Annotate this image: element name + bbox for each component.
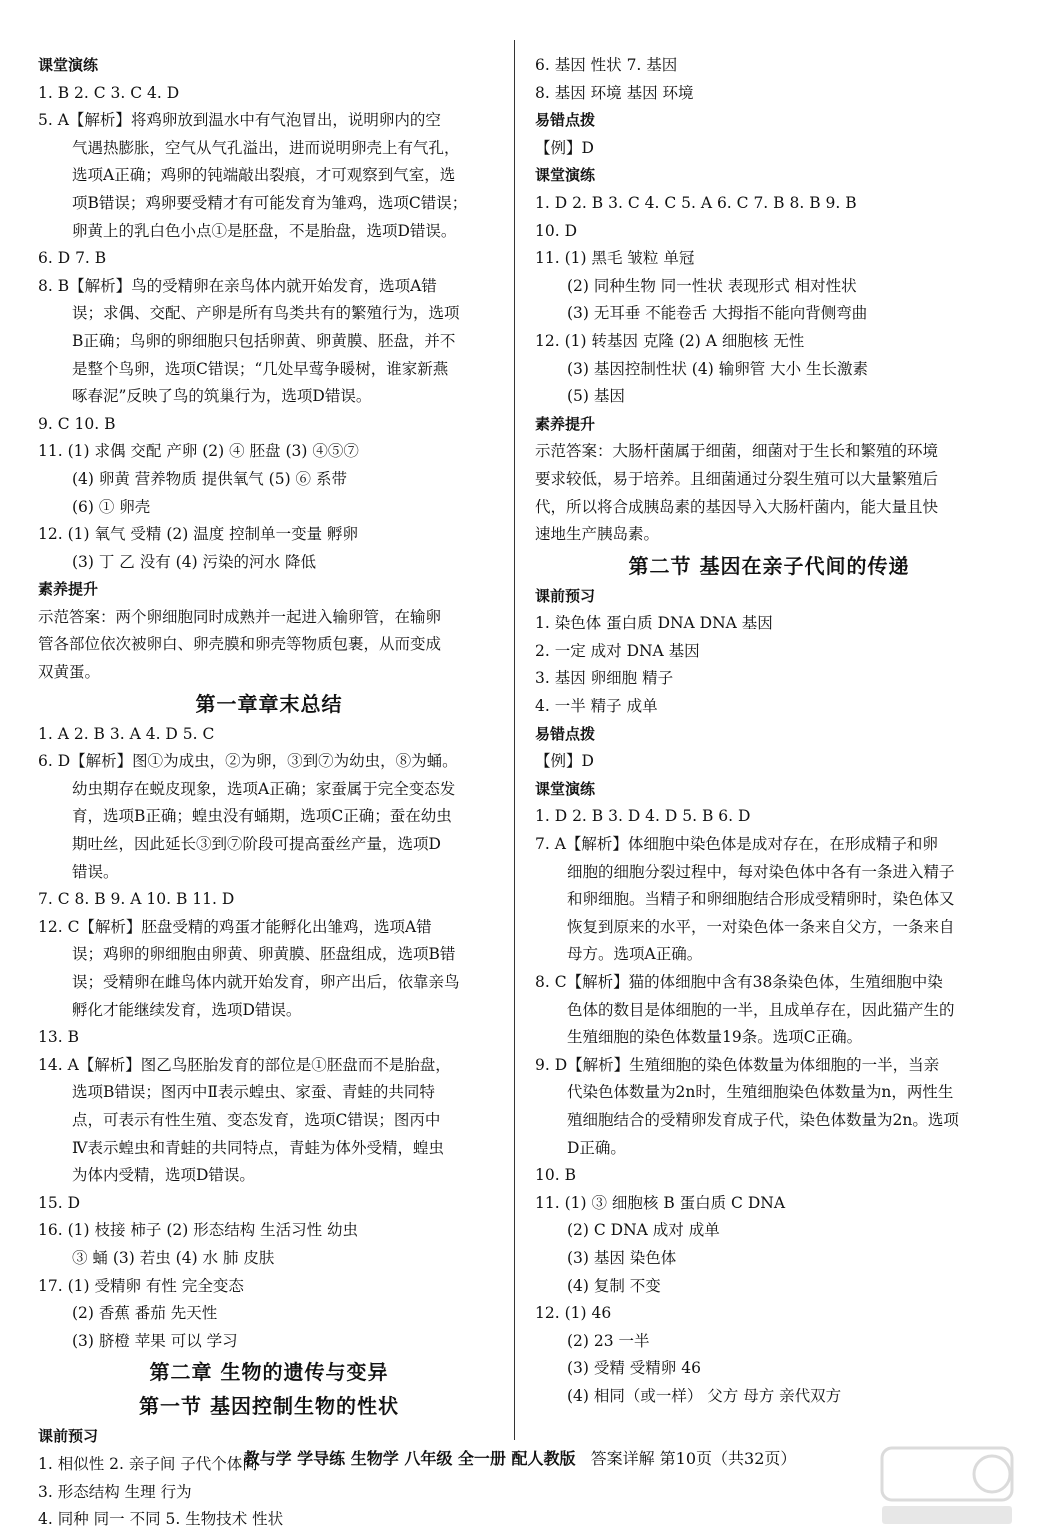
answer-line: 8. C【解析】猫的体细胞中含有38条染色体，生殖细胞中染: [535, 973, 943, 991]
answer-continuation: (3) 受精 受精卵 46: [567, 1359, 701, 1378]
answer-continuation: 项B错误；鸡卵要受精才有可能发育为雏鸡，选项C错误；: [72, 193, 468, 212]
answer-text: 示范答案：大肠杆菌属于细菌，细菌对于生长和繁殖的环境: [535, 442, 939, 461]
answer-continuation: 误；受精卵在雌鸟体内就开始发育，卵产出后，依靠亲鸟: [72, 973, 460, 991]
answer-text: 管各部位依次被卵白、卵壳膜和卵壳等物质包裹，从而变成: [38, 635, 442, 654]
answer-continuation: (4) 卵黄 营养物质 提供氧气 (5) ⑥ 系带: [72, 469, 347, 488]
answer-continuation: (6) ① 卵壳: [72, 497, 151, 516]
answer-continuation: 孵化才能继续发育，选项D错误。: [72, 1000, 302, 1019]
answer-line: 15. D: [38, 1193, 81, 1212]
answer-line: 6. D 7. B: [38, 249, 107, 268]
answer-text: 示范答案：两个卵细胞同时成熟并一起进入输卵管，在输卵: [38, 607, 442, 626]
answer-line: 1. D 2. B 3. D 4. D 5. B 6. D: [535, 807, 751, 826]
answer-continuation: 选项A正确；鸡卵的钝端敲出裂痕，才可观察到气室，选: [72, 166, 456, 185]
answer-line: 12. (1) 46: [535, 1304, 612, 1323]
answer-continuation: (3) 丁 乙 没有 (4) 污染的河水 降低: [72, 552, 316, 571]
section-heading: 素养提升: [535, 414, 596, 433]
answer-line: 4. 一半 精子 成单: [535, 697, 658, 716]
answer-text: 速地生产胰岛素。: [535, 525, 660, 544]
answer-line: 1. 染色体 蛋白质 DNA DNA 基因: [535, 614, 773, 633]
chapter-title: 第一章章末总结: [195, 691, 343, 716]
answer-line: 12. (1) 转基因 克隆 (2) A 细胞核 无性: [535, 331, 805, 350]
section-heading: 课前预习: [535, 586, 596, 605]
section-heading: 课前预习: [38, 1427, 99, 1446]
answer-continuation: 期吐丝，因此延长③到⑦阶段可提高蚕丝产量，选项D: [72, 835, 441, 854]
answer-line: 11. (1) 求偶 交配 产卵 (2) ④ 胚盘 (3) ④⑤⑦: [38, 442, 359, 461]
answer-line: 11. (1) ③ 细胞核 B 蛋白质 C DNA: [535, 1193, 786, 1212]
answer-continuation: (3) 基因控制性状 (4) 输卵管 大小 生长激素: [567, 359, 869, 378]
answer-continuation: 育，选项B正确；蝗虫没有蛹期，选项C正确；蚕在幼虫: [72, 807, 452, 826]
answer-continuation: 选项B错误；图丙中Ⅱ表示蝗虫、家蚕、青蛙的共同特: [72, 1083, 435, 1102]
answer-line: 11. (1) 黑毛 皱粒 单冠: [535, 249, 695, 268]
chapter-title: 第二章 生物的遗传与变异: [149, 1360, 389, 1385]
answer-line: 1. B 2. C 3. C 4. D: [38, 83, 180, 102]
answer-line: 3. 基因 卵细胞 精子: [535, 669, 674, 688]
footer-page-info: 答案详解 第10页（共32页）: [590, 1449, 797, 1468]
answer-line: 12. (1) 氧气 受精 (2) 温度 控制单一变量 孵卵: [38, 525, 359, 544]
answer-continuation: (2) 香蕉 番茄 先天性: [72, 1304, 218, 1323]
answer-line: 14. A【解析】图乙鸟胚胎发育的部位是①胚盘而不是胎盘，: [38, 1055, 451, 1074]
answer-line: 3. 形态结构 生理 行为: [38, 1482, 192, 1501]
column-divider: [514, 40, 515, 1440]
section-heading: 易错点拨: [535, 724, 596, 743]
answer-continuation: (3) 无耳垂 不能卷舌 大拇指不能向背侧弯曲: [567, 304, 868, 323]
answer-continuation: 恢复到原来的水平，一对染色体一条来自父方，一条来自: [567, 917, 955, 936]
answer-continuation: (3) 基因 染色体: [567, 1248, 677, 1267]
answer-line: 8. 基因 环境 基因 环境: [535, 83, 694, 102]
answer-line: 1. 相似性 2. 亲子间 子代个体间: [38, 1454, 258, 1473]
answer-continuation: (4) 复制 不变: [567, 1276, 661, 1295]
answer-line: 6. 基因 性状 7. 基因: [535, 56, 678, 74]
answer-text: 双黄蛋。: [38, 663, 101, 682]
answer-text: 【例】D: [535, 752, 594, 771]
answer-continuation: (5) 基因: [567, 387, 625, 406]
answer-line: 8. B【解析】鸟的受精卵在亲鸟体内就开始发育，选项A错: [38, 276, 437, 295]
answer-line: 17. (1) 受精卵 有性 完全变态: [38, 1276, 244, 1295]
answer-continuation: 殖细胞结合的受精卵发育成子代，染色体数量为2n。选项: [567, 1110, 959, 1129]
answer-continuation: 气遇热膨胀，空气从气孔溢出，进而说明卵壳上有气孔，: [72, 138, 460, 157]
chapter-title: 第一节 基因控制生物的性状: [139, 1394, 399, 1419]
answer-line: 9. C 10. B: [38, 414, 116, 433]
answer-text: 要求较低，易于培养。且细菌通过分裂生殖可以大量繁殖后: [535, 469, 939, 488]
answer-continuation: 啄春泥”反映了鸟的筑巢行为，选项D错误。: [72, 387, 372, 406]
answer-continuation: (3) 脐橙 苹果 可以 学习: [72, 1331, 238, 1350]
answer-continuation: 误；鸡卵的卵细胞由卵黄、卵黄膜、胚盘组成，选项B错: [72, 945, 456, 964]
answer-continuation: B正确；鸟卵的卵细胞只包括卵黄、卵黄膜、胚盘，并不: [72, 331, 456, 350]
answer-text: 代，所以将合成胰岛素的基因导入大肠杆菌内，能大量且快: [535, 497, 939, 516]
answer-continuation: ③ 蛹 (3) 若虫 (4) 水 肺 皮肤: [72, 1248, 275, 1267]
answer-continuation: 误；求偶、交配、产卵是所有鸟类共有的繁殖行为，选项: [72, 304, 460, 323]
answer-line: 7. A【解析】体细胞中染色体是成对存在，在形成精子和卵: [535, 835, 938, 854]
answer-line: 13. B: [38, 1028, 79, 1047]
answer-line: 16. (1) 枝接 柿子 (2) 形态结构 生活习性 幼虫: [38, 1221, 359, 1240]
answer-continuation: 细胞的细胞分裂过程中，每对染色体中各有一条进入精子: [567, 862, 955, 881]
answer-text: 【例】D: [535, 138, 594, 157]
answer-continuation: 幼虫期存在蜕皮现象，选项A正确；家蚕属于完全变态发: [72, 779, 456, 798]
right-column: [535, 52, 1003, 1411]
answer-continuation: 色体的数目是体细胞的一半，且成单存在，因此猫产生的: [567, 1000, 955, 1019]
watermark-logo: [872, 1440, 1022, 1530]
answer-line: 6. D【解析】图①为成虫，②为卵，③到⑦为幼虫，⑧为蛹。: [38, 752, 458, 771]
answer-line: 1. D 2. B 3. C 4. C 5. A 6. C 7. B 8. B 9. B: [535, 193, 857, 212]
answer-line: 7. C 8. B 9. A 10. B 11. D: [38, 890, 235, 909]
answer-continuation: 为体内受精，选项D错误。: [72, 1166, 255, 1185]
answer-continuation: 和卵细胞。当精子和卵细胞结合形成受精卵时，染色体又: [567, 890, 955, 909]
answer-continuation: 是整个鸟卵，选项C错误；“几处早莺争暖树，谁家新燕: [72, 359, 449, 378]
answer-line: 10. B: [535, 1166, 576, 1185]
answer-continuation: (4) 相同（或一样） 父方 母方 亲代双方: [567, 1386, 842, 1405]
section-heading: 课堂演练: [38, 56, 99, 74]
left-column: [38, 52, 500, 1534]
answer-continuation: 生殖细胞的染色体数量19条。选项C正确。: [567, 1028, 863, 1047]
answer-continuation: (2) 23 一半: [567, 1331, 650, 1350]
answer-continuation: (2) C DNA 成对 成单: [567, 1221, 720, 1240]
section-heading: 易错点拨: [535, 111, 596, 130]
answer-continuation: 点，可表示有性生殖、变态发育，选项C错误；图丙中: [72, 1110, 441, 1129]
answer-continuation: 卵黄上的乳白色小点①是胚盘，不是胎盘，选项D错误。: [72, 221, 457, 240]
answer-line: 10. D: [535, 221, 578, 240]
chapter-title: 第二节 基因在亲子代间的传递: [628, 553, 910, 578]
answer-continuation: 代染色体数量为2n时，生殖细胞染色体数量为n，两性生: [567, 1083, 954, 1102]
answer-continuation: 母方。选项A正确。: [567, 945, 703, 964]
answer-continuation: (2) 同种生物 同一性状 表现形式 相对性状: [567, 276, 857, 295]
answer-line: 1. A 2. B 3. A 4. D 5. C: [38, 724, 215, 743]
section-heading: 素养提升: [38, 580, 99, 599]
answer-line: 5. A【解析】将鸡卵放到温水中有气泡冒出，说明卵内的空: [38, 111, 441, 130]
section-heading: 课堂演练: [535, 779, 596, 798]
answer-line: 2. 一定 成对 DNA 基因: [535, 641, 700, 660]
answer-line: 9. D【解析】生殖细胞的染色体数量为体细胞的一半，当亲: [535, 1055, 940, 1074]
answer-line: 4. 同种 同一 不同 5. 生物技术 性状: [38, 1510, 284, 1529]
answer-continuation: D正确。: [567, 1138, 626, 1157]
answer-line: 12. C【解析】胚盘受精的鸡蛋才能孵化出雏鸡，选项A错: [38, 917, 432, 936]
footer-brand: 教与学 学导练 生物学 八年级 全一册 配人教版: [243, 1449, 576, 1468]
answer-continuation: 错误。: [72, 862, 119, 881]
answer-continuation: Ⅳ表示蝗虫和青蛙的共同特点，青蛙为体外受精，蝗虫: [72, 1138, 444, 1157]
section-heading: 课堂演练: [535, 166, 596, 185]
